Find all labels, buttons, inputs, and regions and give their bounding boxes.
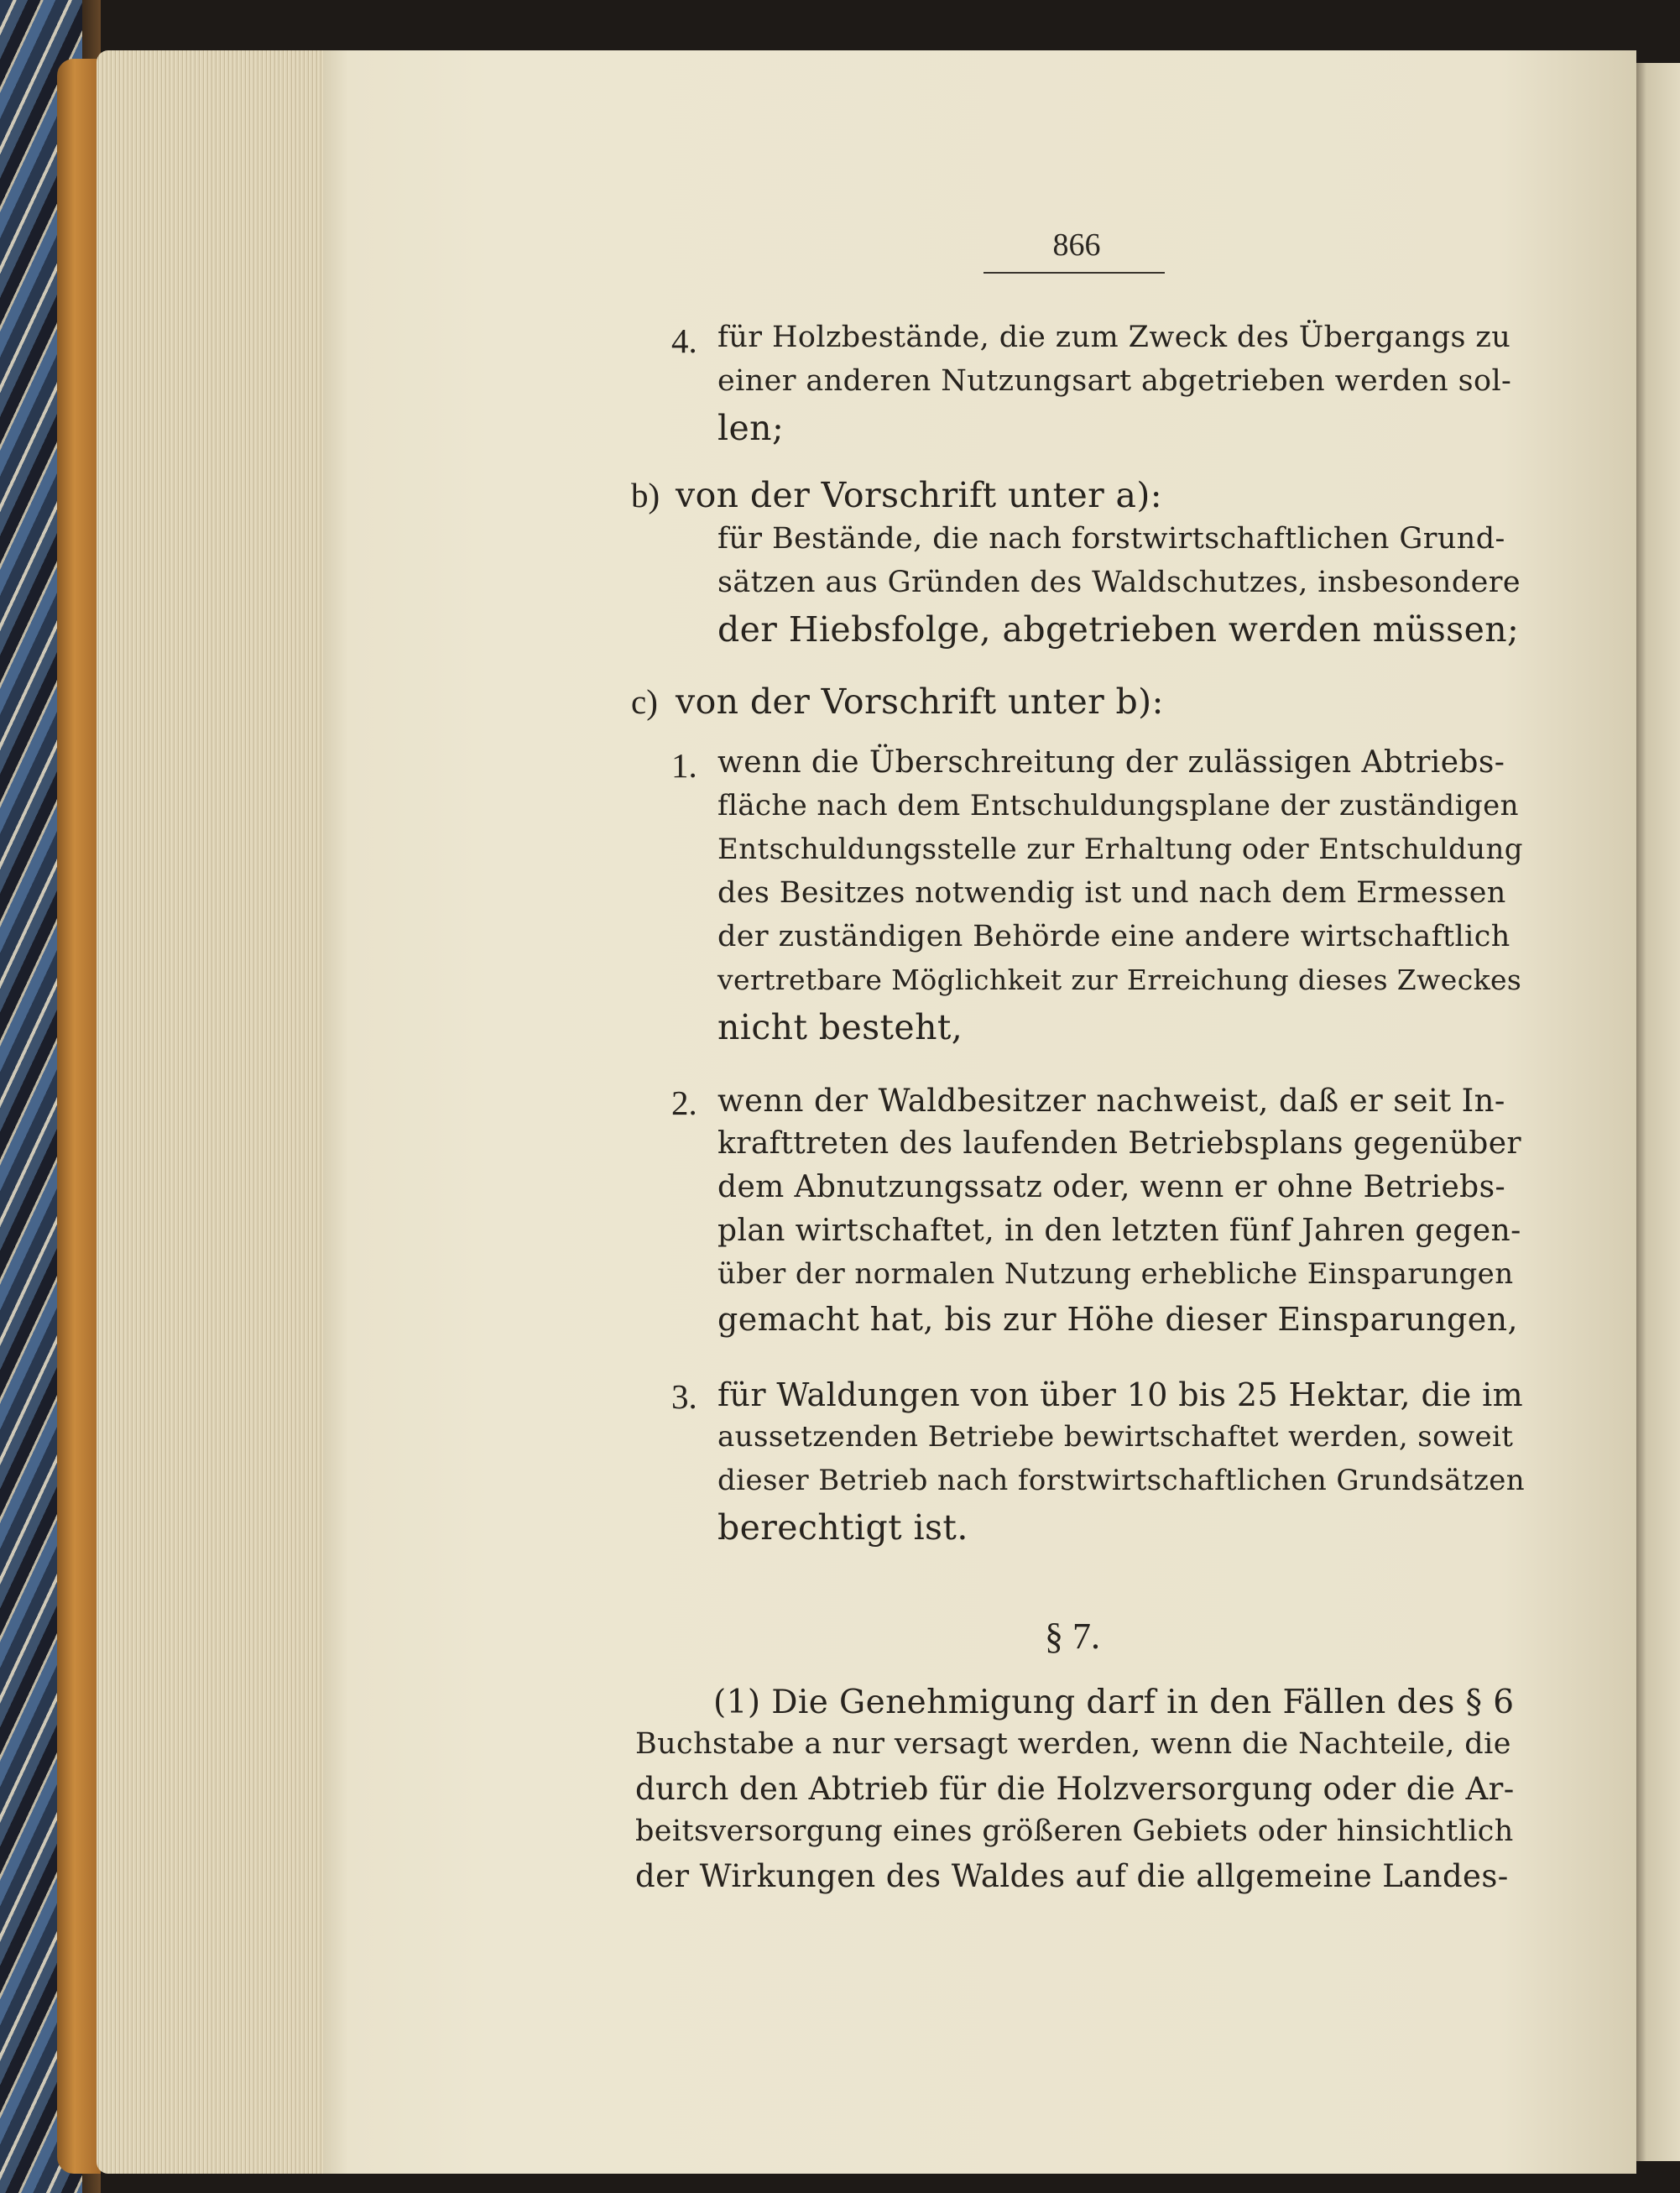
text-line: berechtigt ist. bbox=[717, 1507, 968, 1548]
text-line: aussetzenden Betriebe bewirtschaftet werden, soweit bbox=[717, 1420, 1514, 1454]
section-title: § 7. bbox=[1045, 1616, 1100, 1657]
item-marker: c) bbox=[631, 682, 658, 721]
text-line: gemacht hat, bis zur Höhe dieser Einsparungen, bbox=[717, 1301, 1518, 1338]
text-line: Entschuldungsstelle zur Erhaltung oder Entschuldung bbox=[717, 833, 1523, 866]
text-line: plan wirtschaftet, in den letzten fünf Jahren gegen- bbox=[717, 1214, 1521, 1248]
text-line: wenn die Überschreitung der zulässigen Abtriebs- bbox=[717, 745, 1505, 780]
page-number-rule bbox=[983, 272, 1165, 274]
paragraph-line: durch den Abtrieb für die Holzversorgung oder die Ar- bbox=[635, 1771, 1515, 1807]
item-marker: 1. bbox=[671, 746, 697, 785]
item-marker: 2. bbox=[671, 1083, 697, 1122]
text-line: für Waldungen von über 10 bis 25 Hektar, die im bbox=[717, 1376, 1524, 1413]
text-line: dem Abnutzungssatz oder, wenn er ohne Betriebs- bbox=[717, 1170, 1506, 1204]
text-line: len; bbox=[717, 408, 785, 448]
paragraph-line: Buchstabe a nur versagt werden, wenn die Nachteile, die bbox=[635, 1727, 1511, 1761]
paragraph-line: der Wirkungen des Waldes auf die allgemeine Landes- bbox=[635, 1858, 1509, 1894]
text-line: von der Vorschrift unter b): bbox=[676, 681, 1164, 722]
page-number: 866 bbox=[1052, 227, 1101, 263]
text-line: fläche nach dem Entschuldungsplane der zuständigen bbox=[717, 789, 1519, 822]
book-spine-edge bbox=[57, 59, 101, 2174]
paragraph-line: beitsversorgung eines größeren Gebiets oder hinsichtlich bbox=[635, 1814, 1514, 1848]
right-page-edge bbox=[1636, 63, 1680, 2161]
text-line: der zuständigen Behörde eine andere wirtschaftlich bbox=[717, 920, 1510, 953]
text-line: der Hiebsfolge, abgetrieben werden müssen; bbox=[717, 609, 1520, 650]
text-line: des Besitzes notwendig ist und nach dem Ermessen bbox=[717, 876, 1506, 910]
item-marker: b) bbox=[631, 476, 660, 514]
text-line: von der Vorschrift unter a): bbox=[676, 475, 1162, 515]
text-line: sätzen aus Gründen des Waldschutzes, insbesondere bbox=[717, 566, 1521, 599]
text-line: für Bestände, die nach forstwirtschaftlichen Grund- bbox=[717, 522, 1505, 556]
text-line: wenn der Waldbesitzer nachweist, daß er seit In- bbox=[717, 1083, 1505, 1119]
page-stack-edges bbox=[97, 50, 323, 2174]
text-line: für Holzbestände, die zum Zweck des Übergangs zu bbox=[717, 321, 1511, 354]
text-line: einer anderen Nutzungsart abgetrieben werden sol- bbox=[717, 364, 1512, 398]
text-line: nicht besteht, bbox=[717, 1007, 963, 1047]
item-marker: 4. bbox=[671, 321, 697, 360]
paragraph-line: (1) Die Genehmigung darf in den Fällen des § 6 bbox=[713, 1684, 1515, 1721]
text-line: krafttreten des laufenden Betriebsplans gegenüber bbox=[717, 1126, 1522, 1161]
text-line: dieser Betrieb nach forstwirtschaftlichen Grundsätzen bbox=[717, 1464, 1526, 1497]
text-line: vertretbare Möglichkeit zur Erreichung dieses Zweckes bbox=[717, 963, 1522, 996]
text-line: über der normalen Nutzung erhebliche Einsparungen bbox=[717, 1257, 1514, 1291]
item-marker: 3. bbox=[671, 1377, 697, 1416]
